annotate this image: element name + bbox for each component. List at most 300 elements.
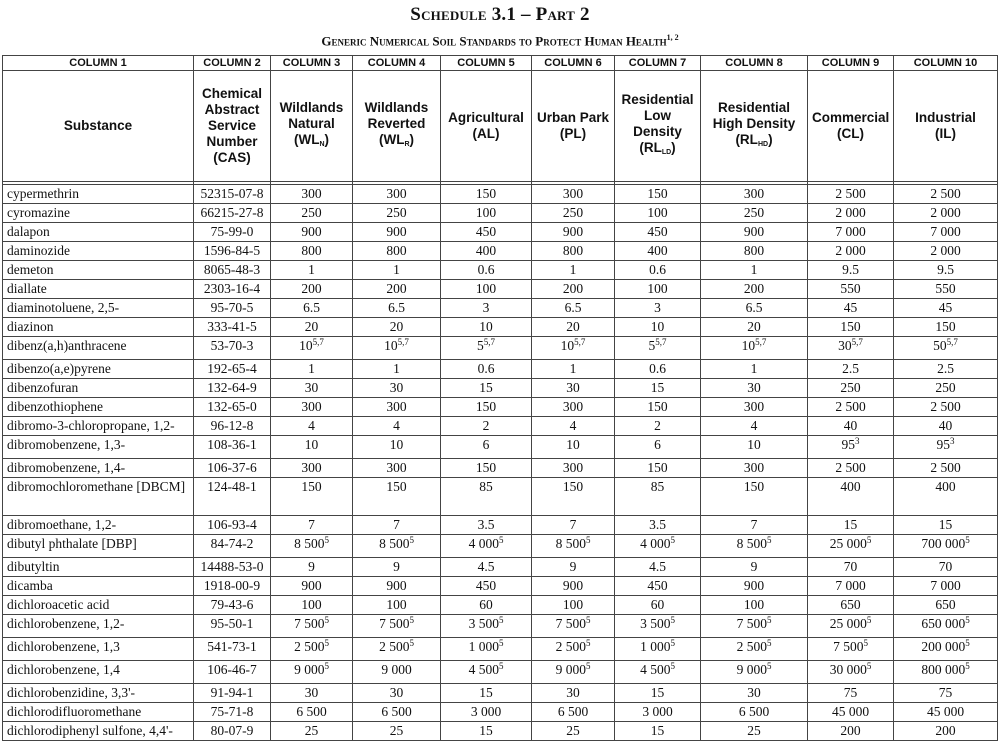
abbr-text: (RL [639,139,662,155]
standard-value-cell [615,478,701,516]
document-subtitle [0,33,1000,49]
table-row [3,558,998,577]
standard-value-cell [271,436,353,459]
value-number: 9 000 [294,662,325,677]
footnote-marker: 5 [409,535,414,545]
standard-value-cell [808,596,894,615]
value-number: 150 [647,399,668,414]
standard-value-cell [808,223,894,242]
value-number: 800 [562,243,584,258]
column-number-7: COLUMN 7 [615,56,701,71]
value-number: 150 [475,460,497,475]
footnote-marker: 5,7 [755,337,767,347]
value-number: 8 500 [736,536,767,551]
value-number: 150 [743,479,765,494]
column-header-6 [532,71,615,182]
standard-value-cell [441,558,532,577]
standard-value-cell [615,261,701,280]
value-number: 3 500 [468,616,499,631]
footnote-marker: 5 [866,661,872,671]
value-number: 9 [569,559,577,574]
abbr-text: (IL) [935,126,956,141]
standard-value-cell [615,703,701,722]
header-abbreviation [357,132,436,153]
substance-cell: dibenz(a,h)anthracene [3,337,194,360]
column-header-3 [271,71,353,182]
value-number: 8 500 [379,536,410,551]
value-number: 85 [479,479,493,494]
table-row [3,280,998,299]
footnote-marker: 5 [585,661,591,671]
value-number: 2 500 [835,186,866,201]
standard-value-cell [615,615,701,638]
standard-value-cell [615,638,701,661]
value-number: 20 [747,319,761,334]
substance-cell: dichlorobenzene, 1,4 [3,661,194,684]
value-number: 30 [389,380,404,395]
standard-value-cell [701,261,808,280]
standard-value-cell [701,204,808,223]
standard-value-cell [808,436,894,459]
table-row [3,703,998,722]
value-number: 30 000 [829,662,867,677]
standard-value-cell [701,478,808,516]
value-number: 85 [650,479,665,494]
header-line: Industrial [915,110,976,125]
standard-value-cell [353,661,441,684]
substance-cell: dichlorobenzene, 1,2- [3,615,194,638]
standard-value-cell [353,478,441,516]
value-number: 450 [647,578,668,593]
value-number: 6 500 [381,704,412,719]
standard-value-cell [615,398,701,417]
table-row [3,204,998,223]
standard-value-cell [353,398,441,417]
value-number: 300 [386,460,407,475]
cas-cell: 132-65-0 [194,398,271,417]
standard-value-cell [701,379,808,398]
standard-value-cell [894,661,998,684]
abbr-text: (PL) [559,126,587,141]
value-number: 200 [840,723,861,738]
standard-value-cell [271,204,353,223]
standard-value-cell [441,379,532,398]
abbr-close-paren: ) [768,131,773,147]
standard-value-cell [615,360,701,379]
value-number: 200 [562,281,584,296]
footnote-marker: 5 [965,535,970,545]
standard-value-cell [894,299,998,318]
standard-value-cell [441,337,532,360]
header-abbreviation [619,140,696,161]
value-number: 7 000 [835,224,866,239]
value-number: 200 [301,281,322,296]
standard-value-cell [894,417,998,436]
value-number: 100 [647,281,668,296]
standard-value-cell [441,535,532,558]
standard-value-cell [353,615,441,638]
standard-value-cell [701,638,808,661]
value-number: 4 500 [640,662,671,677]
value-number: 0.6 [649,262,666,277]
value-number: 4 000 [468,536,499,551]
standard-value-cell [353,223,441,242]
footnote-marker: 5 [409,615,414,625]
value-number: 70 [843,559,858,574]
value-number: 150 [840,319,861,334]
standard-value-cell [808,318,894,337]
value-number: 1 [569,262,577,277]
value-number: 250 [840,380,861,395]
standard-value-cell [808,684,894,703]
standard-value-cell [353,516,441,535]
standard-value-cell [808,478,894,516]
footnote-marker: 5 [498,535,504,545]
value-number: 3 [654,300,661,315]
value-number: 10 [304,437,319,452]
value-number: 2.5 [937,361,954,376]
value-number: 45 000 [831,704,870,719]
standard-value-cell [271,360,353,379]
standard-value-cell [271,299,353,318]
value-number: 7 000 [930,578,961,593]
table-row [3,417,998,436]
value-number: 300 [301,186,322,201]
standard-value-cell [532,280,615,299]
standard-value-cell [532,596,615,615]
value-number: 800 [743,243,765,258]
column-number-row [3,56,998,71]
value-number: 30 [304,685,319,700]
value-number: 50 [933,338,947,353]
standard-value-cell [441,615,532,638]
value-number: 300 [386,399,407,414]
standard-value-cell [894,280,998,299]
value-number: 100 [475,205,497,220]
standard-value-cell [441,280,532,299]
substance-cell: dibromochloromethane [DBCM] [3,478,194,516]
footnote-marker: 5 [324,638,329,648]
value-number: 250 [301,205,322,220]
standard-value-cell [271,261,353,280]
value-number: 15 [650,380,665,395]
cas-cell: 108-36-1 [194,436,271,459]
standard-value-cell [615,417,701,436]
standard-value-cell [532,223,615,242]
cas-cell: 80-07-9 [194,722,271,741]
value-number: 7 [750,517,758,532]
substance-cell: dibenzothiophene [3,398,194,417]
standard-value-cell [532,398,615,417]
value-number: 10 [747,437,761,452]
standard-value-cell [894,516,998,535]
table-row [3,459,998,478]
footnote-marker: 5 [670,638,675,648]
value-number: 7 000 [835,578,866,593]
value-number: 7 500 [555,616,586,631]
value-number: 650 [840,597,861,612]
standard-value-cell [808,379,894,398]
cas-cell: 8065-48-3 [194,261,271,280]
value-number: 30 [566,380,580,395]
abbr-subscript: HD [757,140,769,148]
standard-value-cell [808,360,894,379]
column-header-8 [701,71,808,182]
value-number: 2 000 [835,205,866,220]
header-line: Urban Park [536,110,610,125]
value-number: 2 [654,418,661,433]
value-number: 150 [386,479,407,494]
value-number: 15 [650,723,665,738]
value-number: 60 [479,597,493,612]
abbr-text: (WL [378,131,405,147]
value-number: 150 [475,399,497,414]
value-number: 9 000 [736,662,767,677]
footnote-marker: 5 [498,638,504,648]
value-number: 150 [647,186,668,201]
standard-value-cell [894,318,998,337]
cas-cell: 192-65-4 [194,360,271,379]
footnote-marker: 5,7 [655,337,667,347]
standard-value-cell [441,299,532,318]
cas-cell: 52315-07-8 [194,185,271,204]
substance-cell: dichlorodifluoromethane [3,703,194,722]
cas-cell: 75-71-8 [194,703,271,722]
footnote-marker: 5,7 [397,337,409,347]
standard-value-cell [894,204,998,223]
value-number: 10 [741,338,756,353]
column-header-row [3,71,998,182]
substance-cell: diazinon [3,318,194,337]
standard-value-cell [353,577,441,596]
standard-value-cell [894,360,998,379]
standard-value-cell [441,661,532,684]
header-abbreviation [275,132,348,153]
standard-value-cell [271,535,353,558]
standard-value-cell [894,577,998,596]
standard-value-cell [441,722,532,741]
value-number: 900 [562,224,584,239]
standard-value-cell [532,360,615,379]
column-header-5 [441,71,532,182]
standard-value-cell [808,185,894,204]
abbr-text: (AL) [472,126,500,141]
standard-value-cell [441,318,532,337]
value-number: 650 000 [921,616,966,631]
standard-value-cell [701,242,808,261]
header-line: Commercial [812,110,890,125]
value-number: 3 000 [642,704,673,719]
standard-value-cell [701,223,808,242]
standard-value-cell [894,242,998,261]
value-number: 8 500 [555,536,586,551]
standard-value-cell [441,577,532,596]
header-line: Agricultural [448,110,524,125]
value-number: 2 500 [835,399,866,414]
value-number: 6.5 [303,300,320,315]
standard-value-cell [701,558,808,577]
standard-value-cell [701,398,808,417]
table-row [3,242,998,261]
value-number: 1 [393,361,400,376]
standard-value-cell [441,516,532,535]
value-number: 7 000 [930,224,961,239]
value-number: 30 [304,380,319,395]
value-number: 25 000 [829,616,867,631]
standard-value-cell [808,661,894,684]
value-number: 25 [304,723,319,738]
standard-value-cell [615,280,701,299]
substance-cell: dibromobenzene, 1,3- [3,436,194,459]
footnote-marker: 5 [498,615,504,625]
standard-value-cell [894,398,998,417]
value-number: 7 [393,517,400,532]
value-number: 45 000 [926,704,965,719]
value-number: 9 000 [381,662,412,677]
value-number: 550 [840,281,861,296]
standard-value-cell [808,459,894,478]
table-row [3,638,998,661]
standard-value-cell [615,204,701,223]
value-number: 8 500 [294,536,325,551]
standard-value-cell [353,596,441,615]
column-header-2 [194,71,271,182]
value-number: 60 [650,597,665,612]
value-number: 30 [566,685,580,700]
standard-value-cell [353,535,441,558]
value-number: 1 000 [468,639,499,654]
table-row [3,516,998,535]
value-number: 400 [475,243,497,258]
value-number: 900 [301,224,322,239]
value-number: 100 [475,281,497,296]
standard-value-cell [353,417,441,436]
value-number: 0.6 [649,361,666,376]
value-number: 800 [301,243,322,258]
table-row [3,398,998,417]
standard-value-cell [271,379,353,398]
substance-cell: diallate [3,280,194,299]
header-abbreviation [445,126,527,142]
standard-value-cell [701,722,808,741]
value-number: 450 [475,224,497,239]
column-header-9 [808,71,894,182]
table-row [3,223,998,242]
value-number: 9 [750,559,758,574]
value-number: 1 [750,361,758,376]
value-number: 2 000 [930,205,961,220]
value-number: 2 500 [930,399,961,414]
document-title: Schedule 3.1 – Part 2 [410,4,590,25]
header-line: Substance [63,118,133,133]
cas-cell: 1918-00-9 [194,577,271,596]
column-header-7 [615,71,701,182]
value-number: 0.6 [477,262,495,277]
standard-value-cell [353,379,441,398]
column-number-9: COLUMN 9 [808,56,894,71]
table-row [3,318,998,337]
table-row [3,261,998,280]
value-number: 900 [743,578,765,593]
table-row [3,684,998,703]
standard-value-cell [808,242,894,261]
standard-value-cell [271,703,353,722]
footnote-marker: 5 [965,661,970,671]
standard-value-cell [271,722,353,741]
substance-cell: dibenzo(a,e)pyrene [3,360,194,379]
value-number: 1 [308,262,315,277]
value-number: 2 000 [835,243,866,258]
value-number: 10 [650,319,665,334]
standard-value-cell [271,185,353,204]
value-number: 1 [308,361,315,376]
header-line: Residential [621,91,694,107]
value-number: 5 [477,338,484,353]
footnote-marker: 5 [498,661,504,671]
standard-value-cell [615,299,701,318]
value-number: 100 [562,597,584,612]
abbr-text: (WL [293,131,320,147]
standard-value-cell [894,379,998,398]
value-number: 300 [743,399,765,414]
cas-cell: 132-64-9 [194,379,271,398]
value-number: 30 [747,685,761,700]
value-number: 15 [479,723,493,738]
standard-value-cell [271,558,353,577]
value-number: 2 [482,418,490,433]
column-number-4: COLUMN 4 [353,56,441,71]
substance-cell: cypermethrin [3,185,194,204]
column-number-2: COLUMN 2 [194,56,271,71]
standard-value-cell [894,459,998,478]
standard-value-cell [532,318,615,337]
value-number: 25 [389,723,404,738]
standard-value-cell [615,436,701,459]
standard-value-cell [532,436,615,459]
substance-cell: dibutyl phthalate [DBP] [3,535,194,558]
cas-cell: 75-99-0 [194,223,271,242]
abbr-subscript: R [404,140,410,148]
value-number: 300 [743,186,765,201]
standard-value-cell [353,722,441,741]
value-number: 6 [654,437,661,452]
column-header-4 [353,71,441,182]
footnote-marker: 5 [863,638,868,648]
header-abbreviation [536,126,610,142]
standard-value-cell [353,261,441,280]
standard-value-cell [532,615,615,638]
value-number: 250 [562,205,584,220]
cas-cell: 91-94-1 [194,684,271,703]
standard-value-cell [808,722,894,741]
standard-value-cell [532,478,615,516]
table-body [3,185,998,741]
value-number: 4 500 [468,662,499,677]
standard-value-cell [808,204,894,223]
standard-value-cell [615,185,701,204]
standard-value-cell [894,638,998,661]
cas-cell: 1596-84-5 [194,242,271,261]
substance-cell: dibromobenzene, 1,4- [3,459,194,478]
cas-cell: 124-48-1 [194,478,271,516]
value-number: 10 [479,319,493,334]
standard-value-cell [271,337,353,360]
table-row [3,299,998,318]
standard-value-cell [271,280,353,299]
footnote-marker: 5 [866,535,872,545]
value-number: 300 [562,460,584,475]
abbr-close-paren: ) [409,131,415,147]
